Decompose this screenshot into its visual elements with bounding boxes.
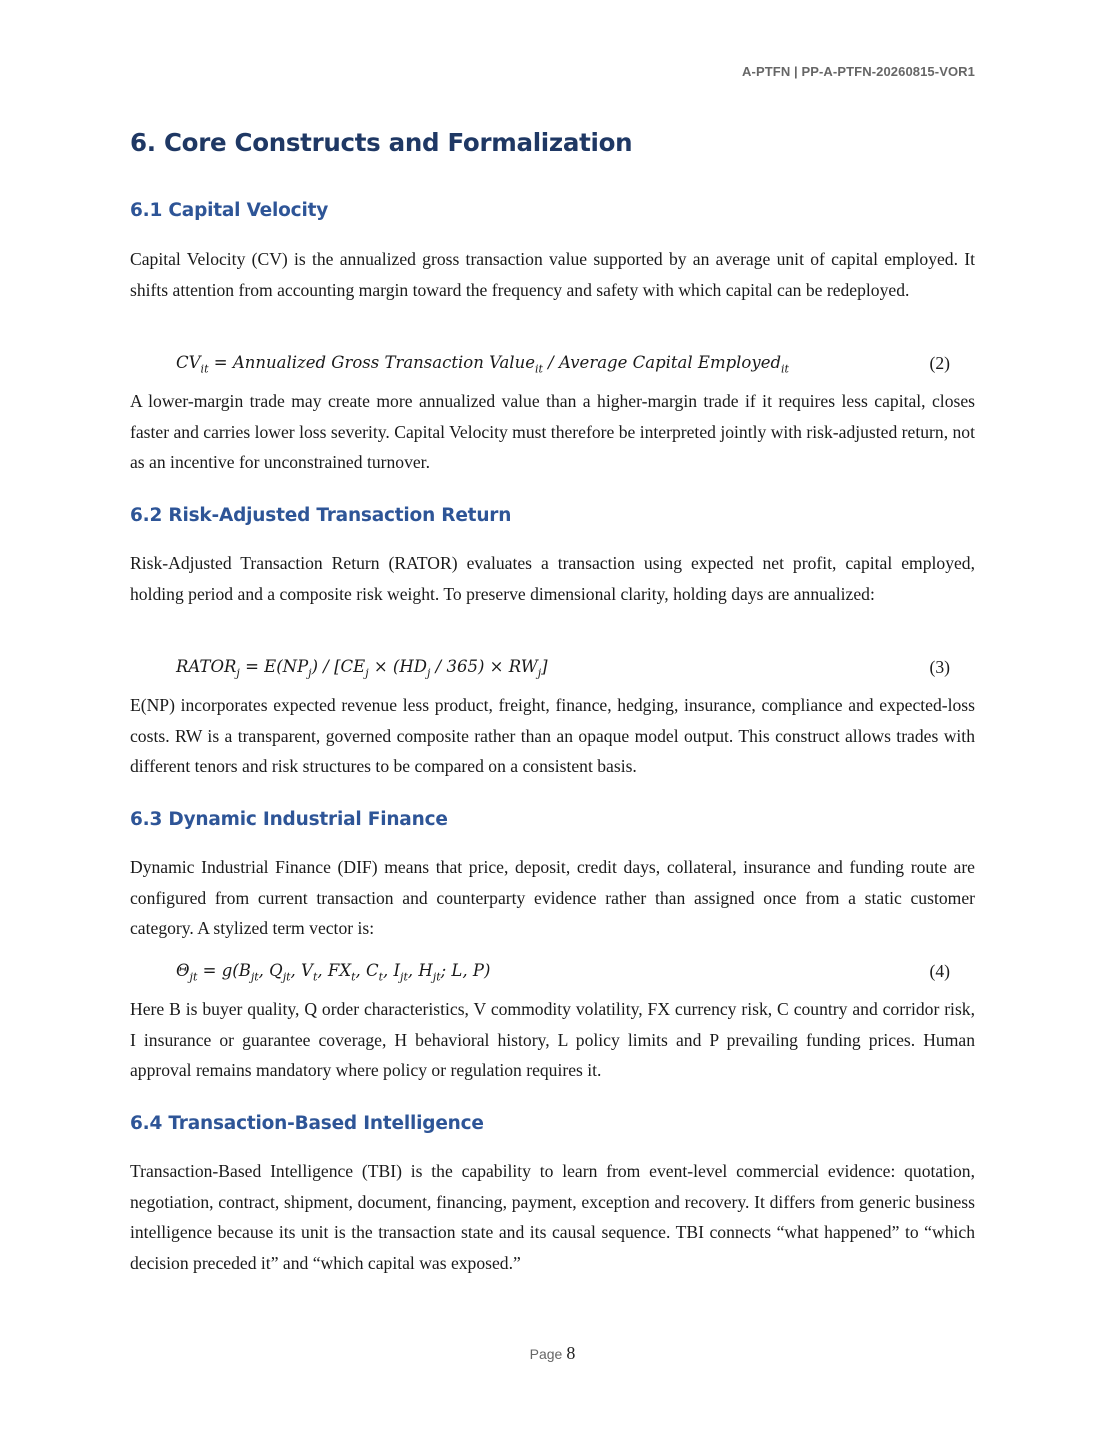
equation-number-4: (4) <box>929 961 950 981</box>
page-number: 8 <box>566 1343 576 1363</box>
equation-rator: $RATOR_j = E(NP_j) / [CE_j \times (HD_j / 365) \times RW_j]$ <box>176 657 548 680</box>
heading-risk-adjusted-return: 6.2 Risk-Adjusted Transaction Return <box>130 505 512 526</box>
heading-dynamic-industrial-finance: 6.3 Dynamic Industrial Finance <box>130 809 448 830</box>
document-id-header: A-PTFN | PP-A-PTFN-20260815-VOR1 <box>742 64 975 79</box>
page-footer <box>0 1343 1105 1364</box>
paragraph-tbi-definition: Transaction-Based Intelligence (TBI) is the capability to learn from event-level commercial evidence: quotation, negotiation, contract, shipment, document, financing, payment, exception and recovery. It differs from generic business intelligence because its unit is the transaction state and its causal sequence. TBI connects “what happened” to “which decision preceded it” and “which capital was exposed.” <box>130 1161 975 1273</box>
paragraph-dif-variables: Here B is buyer quality, Q order characteristics, V commodity volatility, FX currency risk, C country and corridor risk, I insurance or guarantee coverage, H behavioral history, L policy limits and P prevailing funding prices. Human approval remains mandatory where policy or regulation requires it. <box>130 999 975 1080</box>
paragraph-cv-definition: Capital Velocity (CV) is the annualized gross transaction value supported by an average unit of capital employed. It shifts attention from accounting margin toward the frequency and safety with which capital can be redeployed. <box>130 249 975 300</box>
equation-number-3: (3) <box>929 657 950 677</box>
paragraph-rator-explanation: E(NP) incorporates expected revenue less product, freight, finance, hedging, insurance, compliance and expected-loss costs. RW is a transparent, governed composite rather than an opaque model output. This construct allows trades with different tenors and risk structures to be compared on a consistent basis. <box>130 695 975 776</box>
paragraph-dif-definition: Dynamic Industrial Finance (DIF) means that price, deposit, credit days, collateral, insurance and funding route are configured from current transaction and counterparty evidence rather than assigned once from a static customer category. A stylized term vector is: <box>130 857 975 938</box>
section-title: 6. Core Constructs and Formalization <box>130 128 633 157</box>
equation-capital-velocity: $CV_{it}$ = Annualized Gross Transaction Value$_{it}$ / Average Capital Employed$_{it}$ <box>176 353 789 376</box>
paragraph-rator-definition: Risk-Adjusted Transaction Return (RATOR) evaluates a transaction using expected net profit, capital employed, holding period and a composite risk weight. To preserve dimensional clarity, holding days are annualized: <box>130 553 975 604</box>
paragraph-cv-interpretation: A lower-margin trade may create more annualized value than a higher-margin trade if it requires less capital, closes faster and carries lower loss severity. Capital Velocity must therefore be interpreted jointly with risk-adjusted return, not as an incentive for unconstrained turnover. <box>130 391 975 472</box>
page-label: Page <box>529 1346 563 1362</box>
equation-number-2: (2) <box>929 353 950 373</box>
equation-term-vector: $\Theta_{jt} = g(B_{jt}$, $Q_{jt}$, $V_t$, $FX_t$, $C_t$, $I_{jt}$, $H_{jt}$; L, P) <box>176 961 491 984</box>
heading-capital-velocity: 6.1 Capital Velocity <box>130 200 329 221</box>
heading-transaction-based-intelligence: 6.4 Transaction-Based Intelligence <box>130 1113 484 1134</box>
